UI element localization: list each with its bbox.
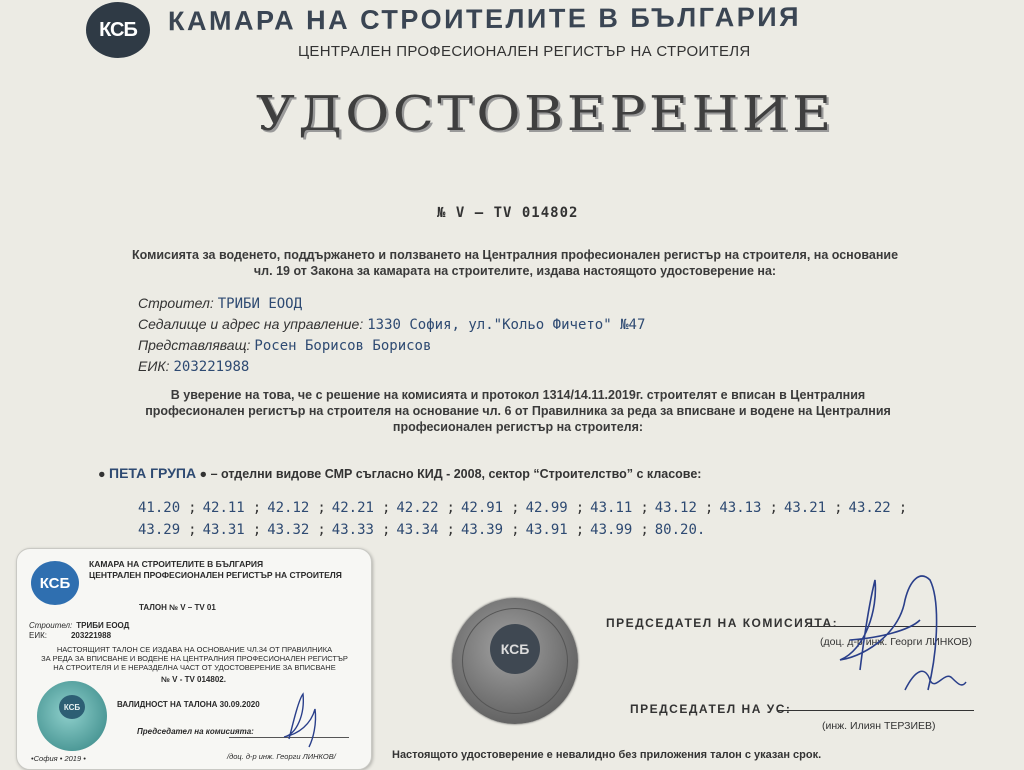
class-code: 43.39 — [460, 522, 504, 538]
code-separator: ; — [834, 500, 843, 516]
address-label: Седалище и адрес на управление: — [138, 316, 364, 332]
talon-builder-value: ТРИБИ ЕООД — [76, 621, 130, 630]
builder-field — [138, 293, 645, 314]
class-codes — [138, 497, 938, 541]
chair-commission-label: ПРЕДСЕДАТЕЛ НА КОМИСИЯТА: — [606, 616, 839, 630]
confirm-line-1: В уверение на това, че с решение на комисията и протокол 1314/14.11.2019г. строителят е вписан в Централния — [170, 388, 866, 402]
code-separator: ; — [575, 500, 585, 516]
codes-row-1 — [138, 497, 938, 519]
code-separator: ; — [575, 522, 585, 538]
bullet-icon: ● — [196, 467, 211, 481]
class-code: 43.31 — [202, 522, 245, 538]
signature-chair-board — [900, 660, 970, 700]
eik-field — [138, 356, 645, 377]
footnote: Настоящото удостоверение е невалидно без приложения талон с указан срок. — [392, 749, 822, 761]
talon-builder-label: Строител: — [29, 621, 73, 630]
code-separator: ; — [317, 522, 326, 538]
intro-paragraph — [110, 247, 920, 279]
class-code: 43.12 — [654, 500, 697, 516]
group-line — [98, 465, 701, 481]
codes-row-2 — [138, 519, 938, 541]
confirm-line-2: професионален регистър на строителя на основание чл. 6 от Правилника за реда за вписване и водене на Централния — [145, 404, 891, 418]
talon-validity: ВАЛИДНОСТ НА ТАЛОНА 30.09.2020 — [117, 700, 260, 709]
chamber-logo: КСБ — [86, 2, 150, 58]
register-name: ЦЕНТРАЛЕН ПРОФЕСИОНАЛЕН РЕГИСТЪР НА СТРОИТЕЛЯ — [298, 43, 751, 60]
talon-builder-row — [29, 621, 129, 630]
eik-label: ЕИК: — [138, 358, 170, 374]
code-separator: ; — [381, 522, 391, 538]
builder-label: Строител: — [138, 295, 214, 311]
address-value: 1330 София, ул."Кольо Фичето" №47 — [367, 317, 646, 333]
class-code: 43.13 — [719, 500, 762, 516]
class-code: 80.20. — [654, 522, 706, 538]
talon-stamp-logo: КСБ — [59, 695, 85, 719]
embossed-seal — [452, 598, 578, 724]
chair-board-name: (инж. Илиян ТЕРЗИЕВ) — [822, 720, 936, 732]
talon-logo: КСБ — [31, 561, 79, 605]
class-code: 43.21 — [783, 500, 827, 516]
talon-foot-right: /доц. д-р инж. Георги ЛИНКОВ/ — [227, 752, 336, 761]
code-separator: ; — [511, 522, 520, 538]
representative-value: Росен Борисов Борисов — [254, 338, 432, 354]
bullet-icon: ● — [98, 467, 110, 481]
code-separator: ; — [188, 522, 197, 538]
confirmation-paragraph — [128, 387, 908, 435]
talon-eik-value: 203221988 — [70, 631, 112, 640]
code-separator: ; — [511, 500, 520, 516]
code-separator: ; — [769, 500, 778, 516]
eik-value: 203221988 — [173, 359, 250, 375]
intro-line-1: Комисията за воденето, поддържането и ползването на Централния професионален регистър на строителя, на основание — [131, 248, 899, 262]
chair-commission-name: (доц. д-р инж. Георги ЛИНКОВ) — [820, 636, 973, 648]
talon-register: ЦЕНТРАЛЕН ПРОФЕСИОНАЛЕН РЕГИСТЪР НА СТРОИТЕЛЯ — [89, 570, 342, 580]
class-code: 42.91 — [460, 500, 504, 516]
class-code: 43.34 — [396, 522, 439, 538]
intro-line-2: чл. 19 от Закона за камарата на строителите, издава настоящото удостоверение на: — [253, 264, 777, 278]
representative-label: Представляващ: — [138, 337, 251, 353]
code-separator: ; — [446, 500, 455, 516]
class-code: 43.33 — [331, 522, 374, 538]
talon-eik-label: ЕИК: — [29, 631, 47, 640]
code-separator: ; — [252, 500, 262, 516]
group-text: – отделни видове СМР съгласно КИД - 2008, сектор “Строителство” с класове: — [210, 467, 702, 481]
code-separator: ; — [317, 500, 326, 516]
class-code: 43.22 — [848, 500, 891, 516]
talon-foot-left: •София • 2019 • — [31, 754, 86, 763]
talon-text — [27, 645, 362, 672]
builder-details — [138, 293, 645, 377]
class-code: 42.12 — [267, 500, 310, 516]
talon-card — [16, 548, 372, 770]
class-code: 43.91 — [525, 522, 568, 538]
certificate-number: № V – TV 014802 — [437, 205, 579, 221]
builder-value: ТРИБИ ЕООД — [217, 296, 303, 312]
address-field — [138, 314, 645, 335]
document-title: УДОСТОВЕРЕНИЕ — [256, 86, 835, 142]
talon-cert-number: № V - TV 014802. — [161, 675, 226, 684]
code-separator: ; — [252, 522, 262, 538]
code-separator: ; — [640, 522, 649, 538]
code-separator: ; — [381, 500, 391, 516]
talon-chair-label: Председател на комисията: — [137, 727, 254, 736]
talon-hologram-stamp — [37, 681, 107, 751]
class-code: 42.11 — [202, 500, 245, 516]
group-name: ПЕТА ГРУПА — [109, 465, 197, 481]
code-separator: ; — [898, 500, 908, 516]
confirm-line-3: професионален регистър на строителя: — [392, 420, 644, 434]
representative-field — [138, 335, 645, 356]
code-separator: ; — [704, 500, 714, 516]
class-code: 43.11 — [590, 500, 633, 516]
talon-number: ТАЛОН № V – TV 01 — [139, 603, 216, 612]
seal-logo: КСБ — [490, 624, 540, 674]
class-code: 42.99 — [525, 500, 568, 516]
talon-signature — [279, 689, 329, 749]
talon-text-line-2: ЗА РЕДА ЗА ВПИСВАНЕ И ВОДЕНЕ НА ЦЕНТРАЛНИЯ ПРОФЕСИОНАЛЕН РЕГИСТЪР — [41, 654, 348, 663]
chair-board-line — [778, 710, 974, 711]
class-code: 42.21 — [331, 500, 374, 516]
talon-organization: КАМАРА НА СТРОИТЕЛИТЕ В БЪЛГАРИЯ — [89, 559, 264, 569]
class-code: 43.99 — [590, 522, 633, 538]
code-separator: ; — [188, 500, 197, 516]
class-code: 43.32 — [267, 522, 310, 538]
class-code: 42.22 — [396, 500, 439, 516]
talon-text-line-3: НА СТРОИТЕЛЯ И Е НЕРАЗДЕЛНА ЧАСТ ОТ УДОСТОВЕРЕНИЕ ЗА ВПИСВАНЕ — [53, 663, 336, 672]
code-separator: ; — [640, 500, 649, 516]
class-code: 43.29 — [138, 522, 181, 538]
class-code: 41.20 — [138, 500, 181, 516]
talon-eik-row — [29, 631, 111, 640]
organization-name: КАМАРА НА СТРОИТЕЛИТЕ В БЪЛГАРИЯ — [168, 1, 802, 37]
talon-text-line-1: НАСТОЯЩИЯТ ТАЛОН СЕ ИЗДАВА НА ОСНОВАНИЕ ЧЛ.34 ОТ ПРАВИЛНИКА — [56, 645, 333, 654]
code-separator: ; — [446, 522, 455, 538]
chair-board-label: ПРЕДСЕДАТЕЛ НА УС: — [630, 702, 792, 716]
